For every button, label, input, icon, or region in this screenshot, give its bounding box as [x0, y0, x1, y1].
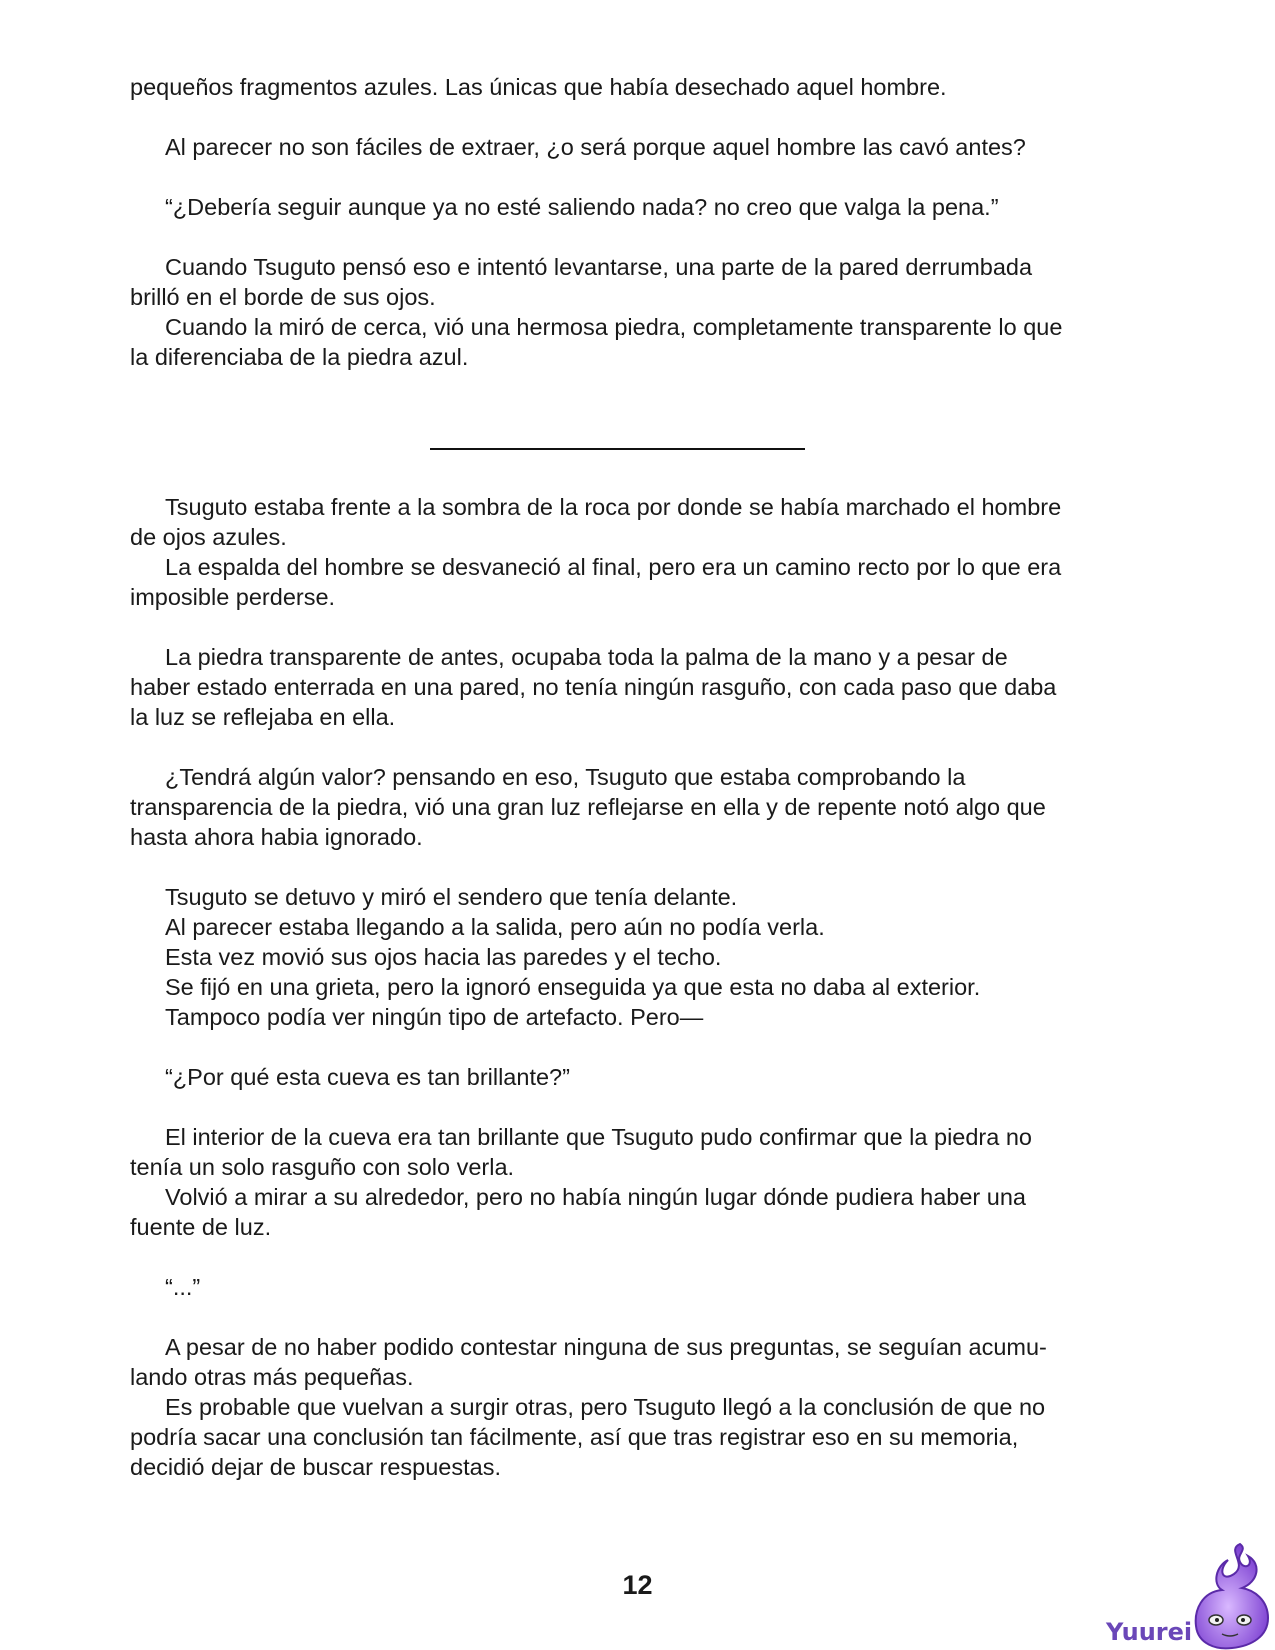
- text-line: “...”: [165, 1274, 201, 1300]
- text-line: pequeños fragmentos azules. Las únicas que había desechado aquel hombre.: [130, 74, 947, 100]
- text-line: “¿Debería seguir aunque ya no esté saliendo nada? no creo que valga la pena.”: [165, 194, 999, 220]
- text-line: haber estado enterrada en una pared, no tenía ningún rasguño, con cada paso que daba: [130, 674, 1057, 700]
- text-line: La espalda del hombre se desvaneció al final, pero era un camino recto por lo que era: [165, 554, 1062, 580]
- text-line: ¿Tendrá algún valor? pensando en eso, Tsuguto que estaba comprobando la: [165, 764, 966, 790]
- text-line: de ojos azules.: [130, 524, 287, 550]
- text-line: Esta vez movió sus ojos hacia las paredes y el techo.: [165, 944, 722, 970]
- text-line: Tsuguto se detuvo y miró el sendero que tenía delante.: [165, 884, 738, 910]
- text-line: Tampoco podía ver ningún tipo de artefacto. Pero—: [165, 1004, 704, 1030]
- document-body-continued: [130, 492, 1130, 1482]
- text-line: fuente de luz.: [130, 1214, 272, 1240]
- watermark-text: Yuurei: [1106, 1618, 1193, 1646]
- text-line: Al parecer estaba llegando a la salida, pero aún no podía verla.: [165, 914, 825, 940]
- page-number: 12: [622, 1570, 653, 1600]
- ghost-mascot-icon: [1188, 1540, 1274, 1650]
- section-divider: [430, 448, 805, 450]
- text-line: A pesar de no haber podido contestar ninguna de sus preguntas, se seguían acumu-: [165, 1334, 1047, 1360]
- text-line: Es probable que vuelvan a surgir otras, pero Tsuguto llegó a la conclusión de que no: [165, 1394, 1046, 1420]
- text-line: brilló en el borde de sus ojos.: [130, 284, 436, 310]
- text-line: imposible perderse.: [130, 584, 336, 610]
- text-line: Tsuguto estaba frente a la sombra de la roca por donde se había marchado el hombre: [165, 494, 1062, 520]
- text-line: La piedra transparente de antes, ocupaba toda la palma de la mano y a pesar de: [165, 644, 1008, 670]
- text-line: podría sacar una conclusión tan fácilmente, así que tras registrar eso en su memoria,: [130, 1424, 1019, 1450]
- text-line: hasta ahora habia ignorado.: [130, 824, 423, 850]
- text-line: Al parecer no son fáciles de extraer, ¿o será porque aquel hombre las cavó antes?: [165, 134, 1026, 160]
- document-body: [130, 72, 1130, 372]
- text-line: lando otras más pequeñas.: [130, 1364, 414, 1390]
- text-line: la diferenciaba de la piedra azul.: [130, 344, 469, 370]
- text-line: Cuando Tsuguto pensó eso e intentó levantarse, una parte de la pared derrumbada: [165, 254, 1033, 280]
- text-line: Volvió a mirar a su alrededor, pero no había ningún lugar dónde pudiera haber una: [165, 1184, 1026, 1210]
- text-line: transparencia de la piedra, vió una gran luz reflejarse en ella y de repente notó algo que: [130, 794, 1046, 820]
- text-line: la luz se reflejaba en ella.: [130, 704, 396, 730]
- text-line: tenía un solo rasguño con solo verla.: [130, 1154, 515, 1180]
- text-line: Se fijó en una grieta, pero la ignoró enseguida ya que esta no daba al exterior.: [165, 974, 981, 1000]
- text-line: decidió dejar de buscar respuestas.: [130, 1454, 501, 1480]
- text-line: El interior de la cueva era tan brillante que Tsuguto pudo confirmar que la piedra no: [165, 1124, 1032, 1150]
- text-line: “¿Por qué esta cueva es tan brillante?”: [165, 1064, 570, 1090]
- text-line: Cuando la miró de cerca, vió una hermosa piedra, completamente transparente lo que: [165, 314, 1063, 340]
